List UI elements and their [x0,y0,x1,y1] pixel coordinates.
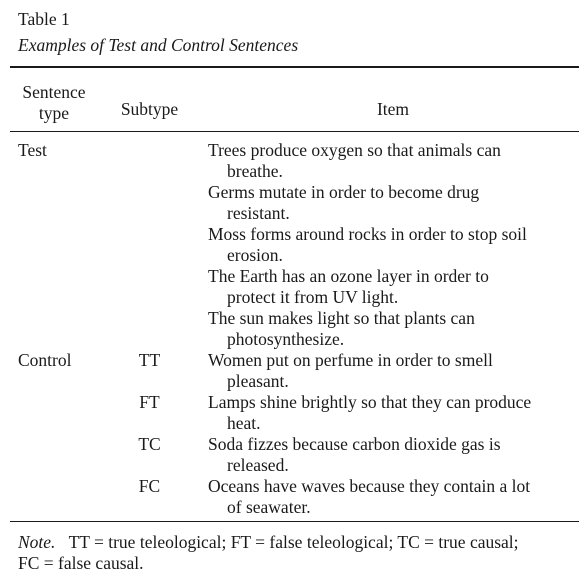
note-line1 [18,532,519,553]
table-title: Examples of Test and Control Sentences [18,35,299,55]
row-item-line1: The sun makes light so that plants can [208,308,475,328]
row-item-line2: protect it from UV light. [227,287,399,307]
row-item-line2: of seawater. [227,497,311,517]
row-item [208,140,574,182]
row-type: Control [18,350,72,370]
row-item-line2: heat. [227,413,261,433]
row-item-line1: The Earth has an ozone layer in order to [208,266,489,286]
header-sentence-type-line2: type [38,103,70,123]
note-line2: FC = false causal. [18,553,144,573]
bottom-rule [10,521,579,522]
row-subtype: TT [138,350,161,370]
header-sentence-type-line1: Sentence [22,82,86,102]
top-rule [10,66,579,68]
row-item-line2: pleasant. [227,371,289,391]
row-item [208,434,574,476]
row-item-line1: Germs mutate in order to become drug [208,182,480,202]
note-text-line1: TT = true teleological; FT = false teleological; TC = true causal; [68,532,519,552]
header-item: Item [376,99,410,119]
header-rule [10,131,579,132]
row-item-line2: photosynthesize. [227,329,345,349]
row-item-line1: Trees produce oxygen so that animals can [208,140,501,160]
header-sentence-type [14,82,94,124]
row-subtype: FT [139,392,160,412]
row-item-line1: Oceans have waves because they contain a lot [208,476,531,496]
row-item [208,182,574,224]
row-item-line1: Lamps shine brightly so that they can produce [208,392,532,412]
header-subtype: Subtype [120,99,179,119]
row-item-line2: resistant. [227,203,290,223]
row-subtype: TC [138,434,161,454]
table-label: Table 1 [18,9,70,29]
row-item [208,350,574,392]
row-item-line1: Soda fizzes because carbon dioxide gas is [208,434,501,454]
row-item-line1: Moss forms around rocks in order to stop soil [208,224,527,244]
row-item-line2: released. [227,455,289,475]
row-subtype: FC [138,476,161,496]
row-type: Test [18,140,47,160]
row-item [208,476,574,518]
row-item [208,392,574,434]
row-item [208,224,574,266]
row-item [208,308,574,350]
row-item [208,266,574,308]
row-item-line2: breathe. [227,161,283,181]
row-item-line2: erosion. [227,245,283,265]
row-item-line1: Women put on perfume in order to smell [208,350,493,370]
note-label: Note. [18,532,56,552]
